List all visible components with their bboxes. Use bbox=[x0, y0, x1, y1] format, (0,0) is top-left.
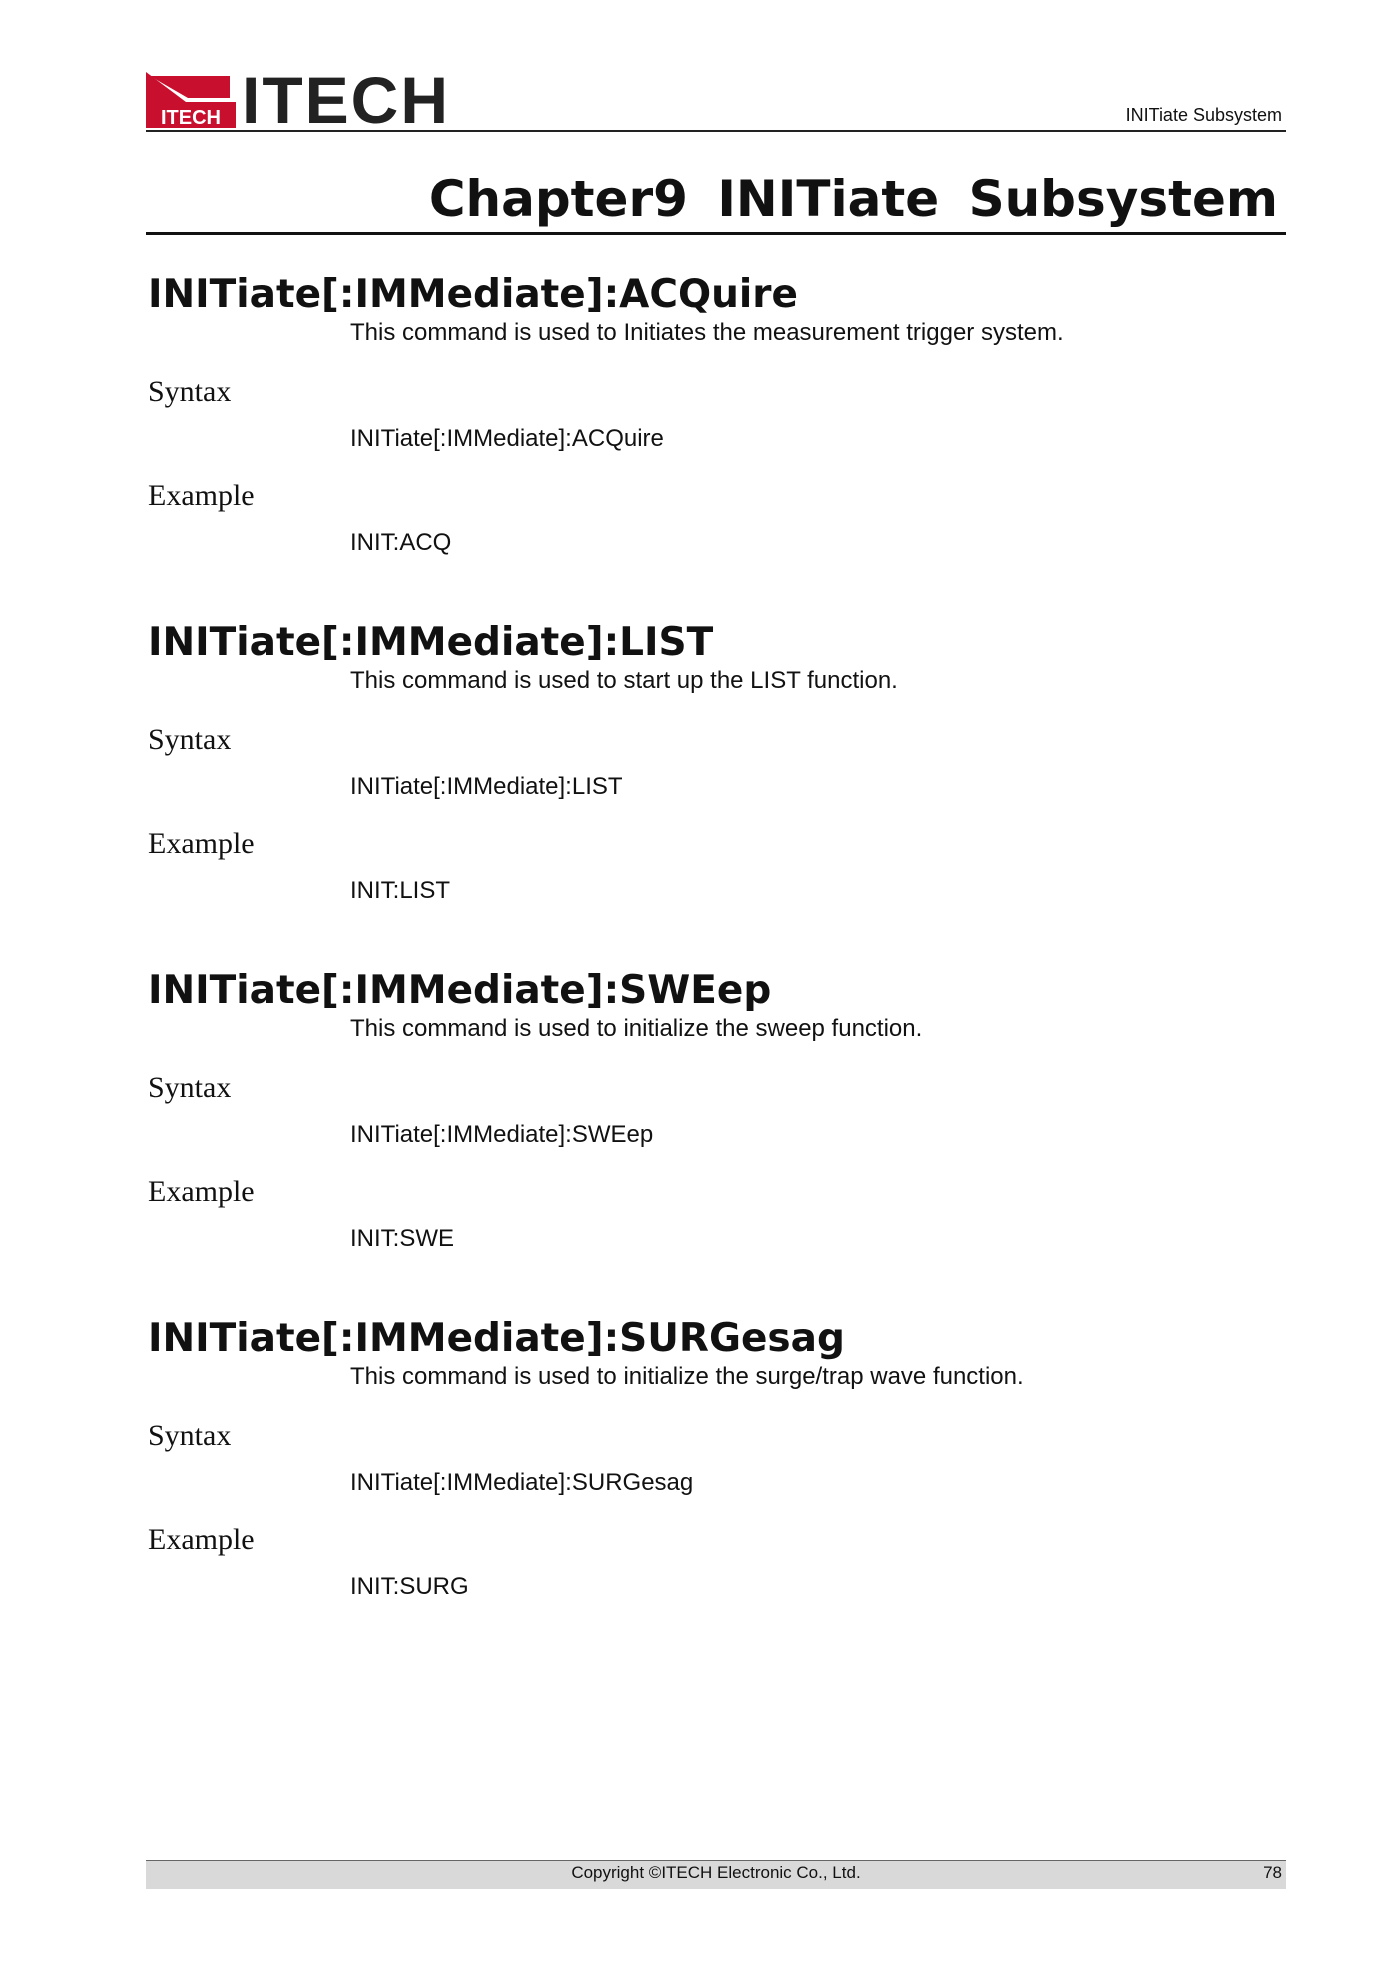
syntax-value: INITiate[:IMMediate]:SWEep bbox=[350, 1121, 654, 1148]
command-title: INITiate[:IMMediate]:ACQuire bbox=[148, 272, 798, 317]
command-title: INITiate[:IMMediate]:SWEep bbox=[148, 968, 772, 1013]
command-section-surgesag bbox=[148, 1316, 1288, 1602]
itech-logo-mark bbox=[146, 72, 236, 128]
page-header bbox=[146, 63, 1286, 137]
command-description: This command is used to Initiates the measurement trigger system. bbox=[350, 319, 1064, 346]
header-section-label: INITiate Subsystem bbox=[1125, 105, 1282, 125]
chapter-heading bbox=[146, 166, 1286, 235]
command-description: This command is used to initialize the surge/trap wave function. bbox=[350, 1363, 1024, 1390]
itech-logo bbox=[146, 63, 450, 137]
page-number: 78 bbox=[1263, 1863, 1282, 1882]
command-description: This command is used to initialize the sweep function. bbox=[350, 1015, 923, 1042]
logo-mark-text: ITECH bbox=[161, 107, 221, 128]
syntax-label: Syntax bbox=[148, 723, 232, 756]
example-label: Example bbox=[148, 479, 255, 512]
example-value: INIT:SURG bbox=[350, 1573, 469, 1600]
syntax-label: Syntax bbox=[148, 1071, 232, 1104]
footer-copyright: Copyright ©ITECH Electronic Co., Ltd. bbox=[571, 1863, 861, 1882]
command-section-acquire bbox=[148, 272, 1288, 558]
command-section-sweep bbox=[148, 968, 1288, 1254]
chapter-title: Chapter9 INITiate Subsystem bbox=[428, 170, 1278, 228]
example-value: INIT:LIST bbox=[350, 877, 451, 904]
page-footer bbox=[146, 1860, 1286, 1889]
example-label: Example bbox=[148, 1175, 255, 1208]
command-description: This command is used to start up the LIST function. bbox=[350, 667, 898, 694]
syntax-label: Syntax bbox=[148, 1419, 232, 1452]
command-title: INITiate[:IMMediate]:LIST bbox=[148, 620, 714, 665]
syntax-value: INITiate[:IMMediate]:SURGesag bbox=[350, 1469, 694, 1496]
syntax-label: Syntax bbox=[148, 375, 232, 408]
syntax-value: INITiate[:IMMediate]:ACQuire bbox=[350, 425, 664, 452]
command-title: INITiate[:IMMediate]:SURGesag bbox=[148, 1316, 845, 1361]
example-value: INIT:ACQ bbox=[350, 529, 452, 556]
example-label: Example bbox=[148, 827, 255, 860]
syntax-value: INITiate[:IMMediate]:LIST bbox=[350, 773, 623, 800]
command-section-list bbox=[148, 620, 1288, 906]
example-value: INIT:SWE bbox=[350, 1225, 455, 1252]
example-label: Example bbox=[148, 1523, 255, 1556]
logo-wordmark: ITECH bbox=[242, 63, 450, 137]
